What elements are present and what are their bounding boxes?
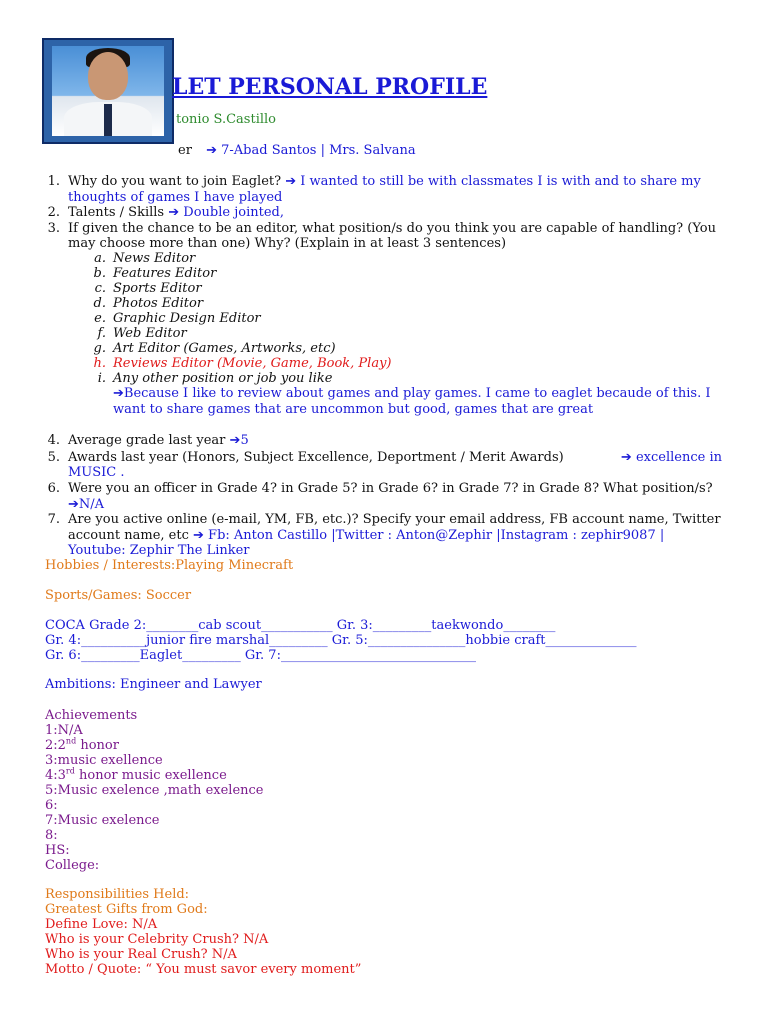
student-name: tonio S.Castillo — [176, 112, 277, 127]
coca-grade-4-5: Gr. 4:__________junior fire marshal_________ Gr. 5:_______________hobbie craft______________ — [45, 633, 637, 648]
achievement-college: College: — [45, 858, 100, 873]
q1-number: 1. — [47, 174, 60, 189]
achievements-heading: Achievements — [45, 708, 138, 723]
coca-grade-2-3: COCA Grade 2:________cab scout___________ Gr. 3:_________taekwondo________ — [45, 618, 556, 633]
q3-question: If given the chance to be an editor, what position/s do you think you are capable of handling? (You — [68, 221, 717, 236]
editor-letter: i. — [97, 371, 106, 386]
editor-option: Web Editor — [113, 326, 187, 341]
page-title: LET PERSONAL PROFILE — [172, 74, 488, 100]
editor-letter: g. — [93, 341, 106, 356]
q6-answer-row — [68, 497, 104, 512]
q2-answer: Double jointed, — [183, 205, 284, 220]
q5-number: 5. — [47, 450, 60, 465]
photo-face — [88, 52, 128, 100]
section-value: 7-Abad Santos | Mrs. Salvana — [221, 143, 416, 158]
achievement-4 — [45, 768, 227, 783]
q1-row — [68, 174, 701, 189]
editor-letter: f. — [97, 326, 106, 341]
motto: Motto / Quote: “ You must savor every moment” — [45, 962, 362, 977]
editor-letter: c. — [94, 281, 106, 296]
editor-option: Any other position or job you like — [113, 371, 333, 386]
achievement-4-sup: rd — [65, 766, 75, 776]
achievement-2 — [45, 738, 119, 753]
achievement-5: 5:Music exelence ,math exelence — [45, 783, 264, 798]
ambitions: Ambitions: Engineer and Lawyer — [45, 677, 262, 692]
q3-answer — [113, 386, 711, 401]
q7-number: 7. — [47, 512, 60, 527]
q4-number: 4. — [47, 433, 60, 448]
achievement-2-sup: nd — [65, 736, 77, 746]
q5-row — [68, 450, 722, 465]
achievement-hs: HS: — [45, 843, 70, 858]
achievement-4-pre: 4:3 — [45, 768, 66, 783]
achievement-2-post: honor — [76, 738, 119, 753]
responsibilities: Responsibilities Held: — [45, 887, 190, 902]
arrow-icon: ➔ — [113, 386, 124, 401]
q3-answer-cont: want to share games that are uncommon but good, games that are great — [113, 402, 594, 417]
section-label: er — [178, 143, 192, 158]
arrow-icon: ➔ — [229, 433, 241, 448]
celebrity-crush: Who is your Celebrity Crush? N/A — [45, 932, 269, 947]
arrow-icon: ➔ — [285, 174, 297, 189]
gifts: Greatest Gifts from God: — [45, 902, 208, 917]
achievement-3: 3:music exellence — [45, 753, 163, 768]
editor-option: Photos Editor — [113, 296, 204, 311]
q3-answer-text: Because I like to review about games and play games. I came to eaglet becaude of this. I — [123, 386, 711, 401]
q2-row — [68, 205, 284, 220]
q5-answer-cont: MUSIC . — [68, 465, 125, 480]
editor-option: News Editor — [113, 251, 196, 266]
achievement-1: 1:N/A — [45, 723, 83, 738]
hobbies: Hobbies / Interests:Playing Minecraft — [45, 558, 294, 573]
photo-tie — [104, 104, 112, 136]
sports: Sports/Games: Soccer — [45, 588, 192, 603]
coca-grade-6-7: Gr. 6:_________Eaglet_________ Gr. 7:______________________________ — [45, 648, 476, 663]
q7-row — [68, 528, 664, 543]
editor-option: Sports Editor — [113, 281, 202, 296]
achievement-2-pre: 2:2 — [45, 738, 66, 753]
q2-question: Talents / Skills — [68, 205, 165, 220]
q6-number: 6. — [47, 481, 60, 496]
editor-letter: e. — [94, 311, 106, 326]
editor-letter: h. — [93, 356, 106, 371]
q2-number: 2. — [47, 205, 60, 220]
achievement-8: 8: — [45, 828, 58, 843]
arrow-icon: ➔ — [620, 450, 632, 465]
q4-answer: 5 — [240, 433, 249, 448]
q5-question: Awards last year (Honors, Subject Excellence, Deportment / Merit Awards) — [68, 450, 564, 465]
editor-option: Features Editor — [113, 266, 217, 281]
q5-answer-group — [621, 450, 722, 465]
real-crush: Who is your Real Crush? N/A — [45, 947, 237, 962]
profile-photo-frame — [42, 38, 174, 144]
editor-option: Graphic Design Editor — [113, 311, 261, 326]
q1-answer-cont: thoughts of games I have played — [68, 190, 283, 205]
arrow-icon: ➔ — [68, 497, 79, 512]
q7-answer: Fb: Anton Castillo |Twitter : Anton@Zephir |Instagram : zephir9087 | — [208, 528, 665, 543]
section-row — [178, 143, 416, 158]
achievement-7: 7:Music exelence — [45, 813, 160, 828]
q6-answer: N/A — [78, 497, 105, 512]
arrow-icon: ➔ — [168, 205, 180, 220]
editor-option: Art Editor (Games, Artworks, etc) — [113, 341, 336, 356]
q7-question-cont: account name, etc — [68, 528, 189, 543]
q7-answer-cont: Youtube: Zephir The Linker — [68, 543, 250, 558]
editor-option-selected: Reviews Editor (Movie, Game, Book, Play) — [113, 356, 392, 371]
q4-row — [68, 433, 249, 448]
q7-question: Are you active online (e-mail, YM, FB, etc.)? Specify your email address, FB account name, Twitter — [68, 512, 721, 527]
arrow-icon: ➔ — [206, 143, 217, 158]
define-love: Define Love: N/A — [45, 917, 158, 932]
q3-question-cont: may choose more than one) Why? (Explain in at least 3 sentences) — [68, 236, 507, 251]
editor-letter: a. — [94, 251, 106, 266]
q1-question: Why do you want to join Eaglet? — [68, 174, 282, 189]
achievement-6: 6: — [45, 798, 58, 813]
editor-letter: b. — [93, 266, 106, 281]
editor-letter: d. — [93, 296, 106, 311]
achievement-4-post: honor music exellence — [74, 768, 227, 783]
profile-photo — [52, 46, 164, 136]
arrow-icon: ➔ — [193, 528, 204, 543]
q6-question: Were you an officer in Grade 4? in Grade 5? in Grade 6? in Grade 7? in Grade 8? What position/s? — [68, 481, 713, 496]
q5-answer: excellence in — [635, 450, 722, 465]
q1-answer: I wanted to still be with classmates I is with and to share my — [300, 174, 701, 189]
q3-number: 3. — [47, 221, 60, 236]
q4-question: Average grade last year — [68, 433, 226, 448]
